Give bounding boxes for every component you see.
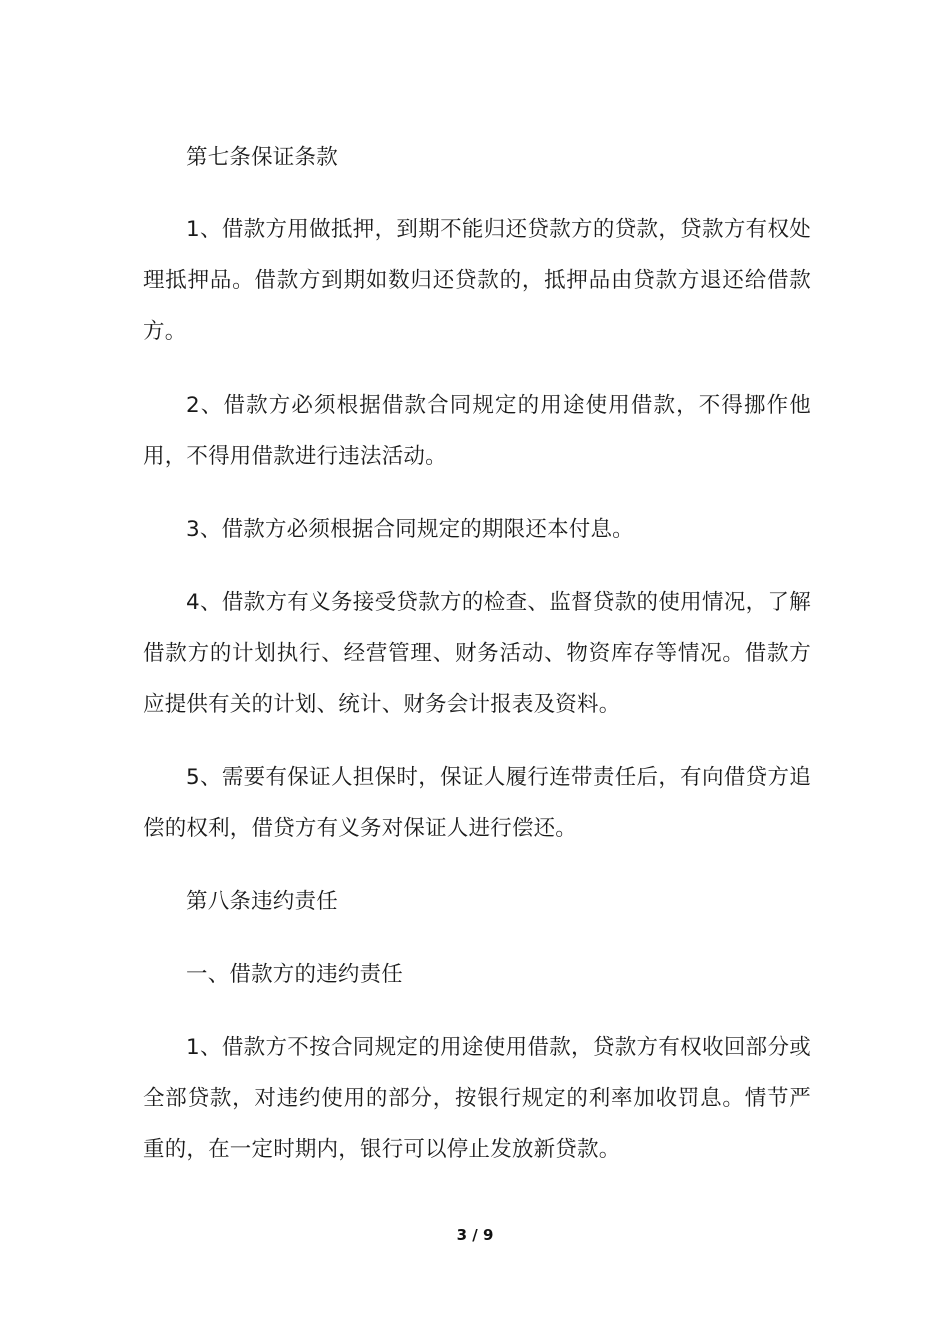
document-body — [143, 132, 811, 1175]
paragraph-clause-7-3: 3、借款方必须根据合同规定的期限还本付息。 — [186, 517, 634, 542]
page-number: 3 / 9 — [456, 1226, 494, 1244]
paragraph-clause-8-1-1: 1、借款方不按合同规定的用途使用借款，贷款方有权收回部分或全部贷款，对违约使用的部分，按银行规定的利率加收罚息。情节严重的，在一定时期内，银行可以停止发放新贷款。 — [143, 1035, 811, 1162]
subsection-heading-borrower-liability: 一、借款方的违约责任 — [186, 962, 404, 987]
section-heading-article-7: 第七条保证条款 — [186, 145, 338, 170]
paragraph-clause-7-1: 1、借款方用做抵押，到期不能归还贷款方的贷款，贷款方有权处理抵押品。借款方到期如数归还贷款的，抵押品由贷款方退还给借款方。 — [143, 217, 811, 344]
paragraph-clause-7-4: 4、借款方有义务接受贷款方的检查、监督贷款的使用情况，了解借款方的计划执行、经营管理、财务活动、物资库存等情况。借款方应提供有关的计划、统计、财务会计报表及资料。 — [143, 590, 811, 717]
paragraph-clause-7-5: 5、需要有保证人担保时，保证人履行连带责任后，有向借贷方追偿的权利，借贷方有义务对保证人进行偿还。 — [143, 765, 811, 841]
section-heading-article-8: 第八条违约责任 — [186, 889, 338, 914]
paragraph-clause-7-2: 2、借款方必须根据借款合同规定的用途使用借款，不得挪作他用，不得用借款进行违法活动。 — [143, 393, 811, 469]
